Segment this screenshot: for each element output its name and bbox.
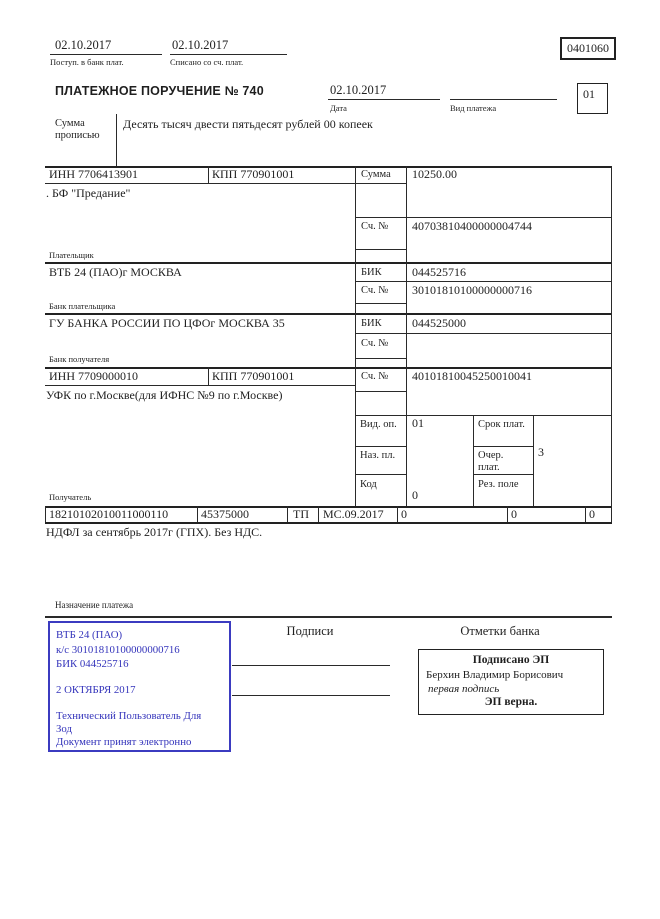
table-line bbox=[355, 446, 406, 447]
status-code-box bbox=[577, 83, 608, 114]
table-line bbox=[355, 358, 406, 359]
payee-bank-bik-label: БИК bbox=[361, 318, 382, 329]
esign-verdict: ЭП верна. bbox=[484, 696, 538, 708]
priority-label: Очер. плат. bbox=[478, 450, 504, 473]
payer-bank-bik-value: 044525716 bbox=[412, 265, 466, 279]
stamp-bik: БИК 044525716 bbox=[56, 658, 129, 670]
document-date: 02.10.2017 bbox=[330, 83, 387, 97]
amount-in-words-value: Десять тысяч двести пятьдесят рублей 00 копеек bbox=[123, 117, 373, 131]
table-line bbox=[611, 506, 612, 522]
tax-field-number: 0 bbox=[401, 507, 407, 521]
esign-name: Берхин Владимир Борисович bbox=[426, 669, 564, 681]
form-code-box: 0401060 bbox=[560, 37, 616, 60]
table-line bbox=[473, 415, 474, 506]
payer-kpp: КПП 770901001 bbox=[212, 167, 295, 181]
stamp-date: 2 ОКТЯБРЯ 2017 bbox=[56, 684, 136, 696]
esign-kind: первая подпись bbox=[428, 683, 500, 695]
payer-name: . БФ "Предание" bbox=[46, 186, 131, 200]
table-line bbox=[355, 249, 406, 250]
tax-field-period: МС.09.2017 bbox=[323, 507, 384, 521]
table-line bbox=[473, 446, 533, 447]
payer-bank-name: ВТБ 24 (ПАО)г МОСКВА bbox=[49, 265, 182, 279]
stamp-user-line1: Технический Пользователь Для bbox=[56, 710, 202, 722]
payee-account-value: 40101810045250010041 bbox=[412, 369, 532, 383]
payer-bank-account-value: 30101810100000000716 bbox=[412, 283, 532, 297]
esign-title: Подписано ЭП bbox=[472, 654, 550, 666]
purpose-text: НДФЛ за сентябрь 2017г (ГПХ). Без НДС. bbox=[46, 525, 263, 539]
payer-section-label: Плательщик bbox=[49, 250, 94, 260]
payee-bank-account-label: Сч. № bbox=[361, 338, 389, 349]
table-line bbox=[355, 415, 612, 416]
payee-name: УФК по г.Москве(для ИФНС №9 по г.Москве) bbox=[46, 388, 283, 402]
table-line bbox=[355, 303, 406, 304]
table-line bbox=[197, 506, 198, 522]
payer-account-label: Сч. № bbox=[361, 221, 389, 232]
table-line bbox=[355, 474, 406, 475]
table-line bbox=[45, 183, 406, 184]
divider bbox=[45, 616, 612, 618]
table-line bbox=[533, 415, 534, 506]
code-label: Код bbox=[360, 479, 377, 490]
payee-kpp: КПП 770901001 bbox=[212, 369, 295, 383]
priority-value: 3 bbox=[538, 445, 544, 459]
bank-acceptance-stamp bbox=[48, 621, 231, 752]
payer-bank-account-label: Сч. № bbox=[361, 285, 389, 296]
op-type-value: 01 bbox=[412, 416, 424, 430]
payee-inn: ИНН 7709000010 bbox=[49, 369, 138, 383]
code-value: 0 bbox=[412, 488, 418, 502]
date-label: Дата bbox=[330, 103, 347, 113]
divider bbox=[170, 54, 287, 55]
table-line bbox=[355, 281, 612, 282]
table-line bbox=[45, 262, 612, 264]
payee-account-label: Сч. № bbox=[361, 371, 389, 382]
payee-section-label: Получатель bbox=[49, 492, 92, 502]
amount-value: 10250.00 bbox=[412, 167, 457, 181]
debited-from-account-date: 02.10.2017 bbox=[172, 38, 229, 52]
electronic-signature-stamp bbox=[418, 649, 604, 715]
payment-purpose-code-label: Наз. пл. bbox=[360, 450, 396, 461]
payer-bank-section-label: Банк плательщика bbox=[49, 301, 116, 311]
table-line bbox=[355, 166, 356, 506]
table-line bbox=[355, 391, 406, 392]
payer-account-value: 40703810400000004744 bbox=[412, 219, 532, 233]
signatures-heading: Подписи bbox=[286, 624, 334, 638]
amount-label: Сумма bbox=[361, 169, 391, 180]
payee-bank-section-label: Банк получателя bbox=[49, 354, 110, 364]
divider bbox=[450, 99, 557, 100]
signature-line bbox=[232, 665, 390, 666]
payee-bank-bik-value: 044525000 bbox=[412, 316, 466, 330]
table-line bbox=[585, 506, 586, 522]
tax-field-oktmo: 45375000 bbox=[201, 507, 249, 521]
payee-bank-name: ГУ БАНКА РОССИИ ПО ЦФОг МОСКВА 35 bbox=[49, 316, 285, 330]
status-code: 01 bbox=[583, 87, 595, 101]
table-line bbox=[611, 166, 612, 506]
table-line bbox=[355, 333, 612, 334]
table-line bbox=[397, 506, 398, 522]
table-line bbox=[287, 506, 288, 522]
purpose-section-label: Назначение платежа bbox=[55, 600, 134, 610]
amount-in-words-label: Сумма прописью bbox=[55, 118, 100, 141]
received-in-bank-label: Поступ. в банк плат. bbox=[50, 57, 124, 67]
table-line bbox=[208, 166, 209, 183]
payer-inn: ИНН 7706413901 bbox=[49, 167, 138, 181]
table-line bbox=[406, 166, 407, 506]
stamp-bank-name: ВТБ 24 (ПАО) bbox=[56, 629, 123, 641]
table-line bbox=[208, 367, 209, 385]
divider bbox=[328, 99, 440, 100]
signature-line bbox=[232, 695, 390, 696]
table-line bbox=[45, 522, 612, 524]
stamp-corr-account: к/с 30101810100000000716 bbox=[56, 644, 180, 656]
reserve-field-label: Рез. поле bbox=[478, 479, 519, 490]
payment-kind-label: Вид платежа bbox=[450, 103, 497, 113]
divider bbox=[50, 54, 162, 55]
divider bbox=[116, 114, 117, 166]
debited-from-account-label: Списано со сч. плат. bbox=[170, 57, 244, 67]
table-line bbox=[45, 506, 46, 522]
table-line bbox=[473, 474, 533, 475]
due-date-label: Срок плат. bbox=[478, 419, 525, 430]
payer-bank-bik-label: БИК bbox=[361, 267, 382, 278]
tax-field-type: 0 bbox=[589, 507, 595, 521]
table-line bbox=[45, 385, 355, 386]
op-type-label: Вид. оп. bbox=[360, 419, 397, 430]
tax-field-basis: ТП bbox=[293, 507, 309, 521]
table-line bbox=[45, 313, 612, 315]
table-line bbox=[318, 506, 319, 522]
table-line bbox=[355, 217, 612, 218]
stamp-user-line2: Зод bbox=[56, 723, 72, 735]
document-title: ПЛАТЕЖНОЕ ПОРУЧЕНИЕ № 740 bbox=[55, 84, 264, 98]
tax-field-date: 0 bbox=[511, 507, 517, 521]
tax-field-kbk: 18210102010011000110 bbox=[49, 507, 169, 521]
table-line bbox=[507, 506, 508, 522]
stamp-accepted-note: Документ принят электронно bbox=[56, 736, 192, 748]
received-in-bank-date: 02.10.2017 bbox=[55, 38, 112, 52]
bank-marks-heading: Отметки банка bbox=[460, 624, 540, 638]
